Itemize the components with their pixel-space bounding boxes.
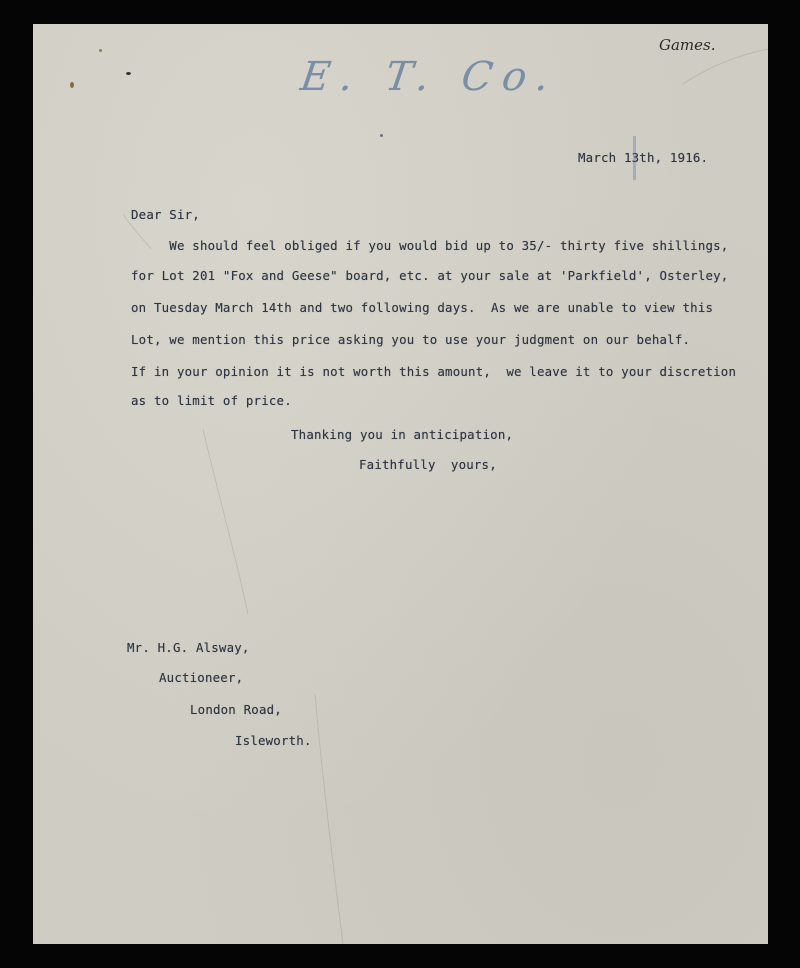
body-line-1: We should feel obliged if you would bid up to 35/- thirty five shillings, (131, 238, 729, 253)
age-spot (126, 72, 131, 75)
recipient-town: Isleworth. (235, 733, 312, 748)
body-line-4: Lot, we mention this price asking you to use your judgment on our behalf. (131, 332, 691, 347)
pencil-initials: E. T. Co. (297, 54, 562, 100)
salutation: Dear Sir, (131, 207, 200, 222)
body-line-2: for Lot 201 "Fox and Geese" board, etc. at your sale at 'Parkfield', Osterley, (131, 268, 729, 283)
closing-thanks: Thanking you in anticipation, (291, 427, 514, 442)
letter-page (33, 24, 768, 944)
age-spot (70, 82, 74, 88)
recipient-name: Mr. H.G. Alsway, (127, 640, 250, 655)
letter-date: March 13th, 1916. (578, 150, 709, 165)
body-line-5: If in your opinion it is not worth this amount, we leave it to your discretion (131, 364, 737, 379)
archive-note: Games. (659, 36, 716, 54)
ink-mark (633, 136, 636, 180)
age-spot (99, 49, 102, 52)
recipient-title: Auctioneer, (159, 670, 244, 685)
age-spot (380, 134, 383, 137)
body-line-6: as to limit of price. (131, 393, 292, 408)
closing-signoff: Faithfully yours, (359, 457, 497, 472)
body-line-3: on Tuesday March 14th and two following days. As we are unable to view this (131, 300, 714, 315)
recipient-street: London Road, (190, 702, 282, 717)
